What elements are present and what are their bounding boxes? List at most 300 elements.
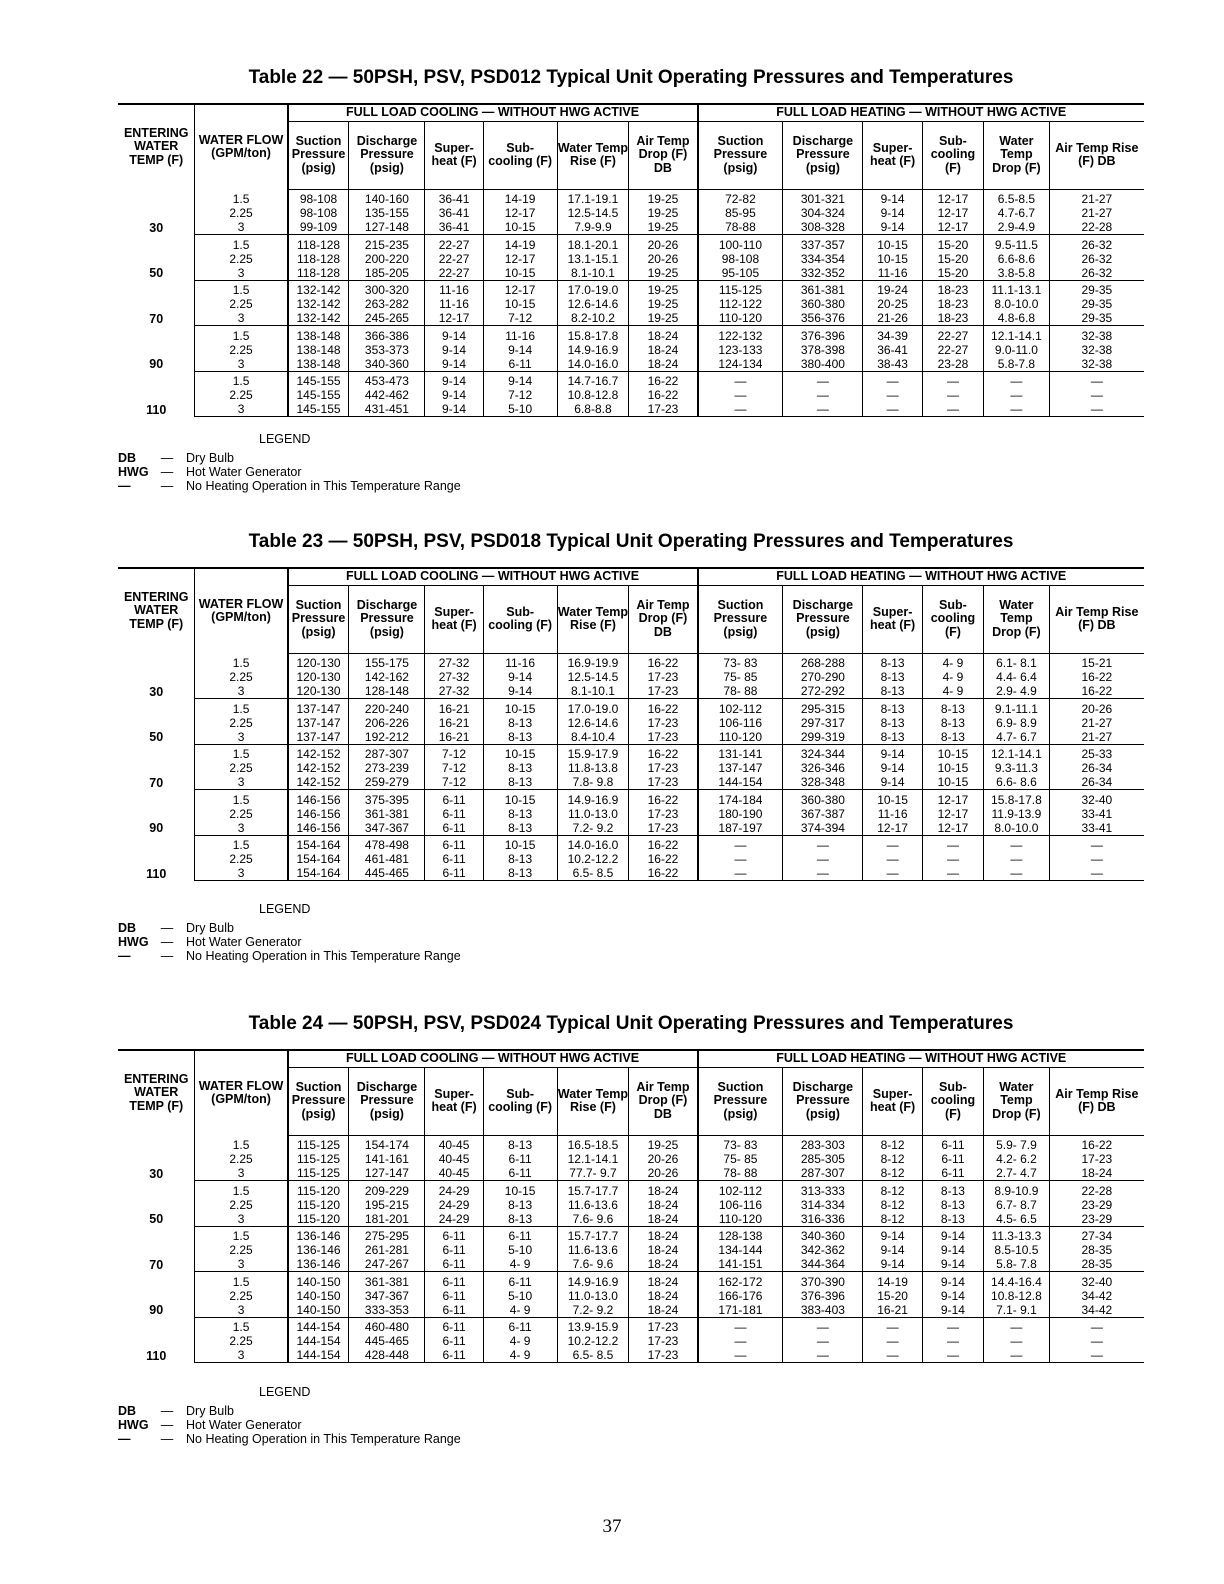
cell-heat-subcooling: — — [922, 1317, 983, 1334]
cell-cool-discharge: 287-307 — [349, 744, 425, 761]
legend-text: No Heating Operation in This Temperature Range — [186, 949, 461, 963]
entering-temp-cell: 50 — [149, 266, 164, 280]
cell-cool-discharge: 206-226 — [349, 716, 425, 730]
table-23 — [118, 531, 1144, 881]
cell-cool-air-drop: 16-22 — [629, 790, 698, 807]
cell-cool-suction: 118-128 — [288, 266, 349, 281]
cell-heat-discharge: 361-381 — [783, 280, 863, 297]
cell-cool-air-drop: 16-22 — [629, 866, 698, 881]
cell-cool-suction: 138-148 — [288, 343, 349, 357]
cell-heat-superheat: 9-14 — [863, 220, 922, 235]
table-row — [118, 266, 1144, 281]
cell-heat-air-rise: 33-41 — [1049, 821, 1144, 836]
cell-cool-subcooling: 8-13 — [483, 852, 557, 866]
table-row — [118, 1317, 1144, 1334]
cell-heat-subcooling: 8-13 — [922, 1181, 983, 1198]
cell-cool-water-rise: 13.9-15.9 — [557, 1317, 629, 1334]
entering-temp-cell: 30 — [149, 220, 164, 235]
cell-heat-water-drop: — — [984, 866, 1050, 881]
cell-heat-suction: — — [698, 371, 783, 388]
cell-cool-suction: 137-147 — [288, 730, 349, 745]
water-flow-header: WATER FLOW (GPM/ton) — [195, 104, 288, 189]
cell-heat-discharge: — — [783, 371, 863, 388]
entering-temp-cell: 90 — [149, 821, 164, 835]
cell-cool-subcooling: 4- 9 — [483, 1348, 557, 1363]
column-header-suction: Suction Pressure (psig) — [288, 1067, 349, 1135]
column-header-subcooling: Sub- cooling (F) — [922, 585, 983, 653]
cell-flow: 2.25 — [195, 388, 288, 402]
cell-heat-water-drop: 8.0-10.0 — [984, 297, 1050, 311]
cell-heat-air-rise: 20-26 — [1049, 699, 1144, 716]
entering-temp-cell: 70 — [149, 1257, 164, 1272]
cell-cool-water-rise: 12.6-14.6 — [557, 716, 629, 730]
cell-cool-suction: 146-156 — [288, 807, 349, 821]
legend-item — [118, 479, 461, 493]
cell-heat-air-rise: — — [1049, 1317, 1144, 1334]
cell-cool-air-drop: 19-25 — [629, 266, 698, 281]
cell-cool-subcooling: 8-13 — [483, 1198, 557, 1212]
cell-cool-suction: 118-128 — [288, 252, 349, 266]
cell-cool-discharge: 478-498 — [349, 835, 425, 852]
column-header-discharge: Discharge Pressure (psig) — [349, 1067, 425, 1135]
cell-heat-water-drop: — — [984, 402, 1050, 417]
cell-heat-discharge: 367-387 — [783, 807, 863, 821]
cell-heat-air-rise: 32-40 — [1049, 1272, 1144, 1289]
cell-heat-subcooling: 4- 9 — [922, 670, 983, 684]
cell-cool-discharge: 259-279 — [349, 775, 425, 790]
cell-cool-air-drop: 18-24 — [629, 1226, 698, 1243]
cell-heat-subcooling: 12-17 — [922, 807, 983, 821]
cell-flow: 2.25 — [195, 1198, 288, 1212]
cell-cool-discharge: 261-281 — [349, 1243, 425, 1257]
cell-heat-discharge: 344-364 — [783, 1257, 863, 1272]
cell-cool-air-drop: 17-23 — [629, 775, 698, 790]
cell-cool-discharge: 361-381 — [349, 807, 425, 821]
cell-cool-air-drop: 16-22 — [629, 371, 698, 388]
cell-heat-suction: — — [698, 1334, 783, 1348]
column-header-water-drop: Water Temp Drop (F) — [984, 121, 1050, 189]
cell-heat-suction: 171-181 — [698, 1303, 783, 1318]
cell-cool-subcooling: 4- 9 — [483, 1334, 557, 1348]
cell-heat-suction: 102-112 — [698, 699, 783, 716]
cell-cool-water-rise: 11.8-13.8 — [557, 761, 629, 775]
cell-heat-discharge: — — [783, 388, 863, 402]
legend-abbr: — — [118, 949, 131, 963]
cell-heat-water-drop: 7.1- 9.1 — [984, 1303, 1050, 1318]
cell-cool-air-drop: 19-25 — [629, 189, 698, 206]
cell-heat-subcooling: — — [922, 371, 983, 388]
cell-cool-suction: 138-148 — [288, 326, 349, 343]
cell-heat-suction: 112-122 — [698, 297, 783, 311]
cell-heat-air-rise: 23-29 — [1049, 1198, 1144, 1212]
cell-flow: 3 — [195, 866, 288, 881]
cell-cool-water-rise: 8.2-10.2 — [557, 311, 629, 326]
legend-item — [118, 921, 234, 935]
cell-heat-water-drop: — — [984, 388, 1050, 402]
cell-cool-water-rise: 15.9-17.9 — [557, 744, 629, 761]
cell-heat-superheat: 8-12 — [863, 1198, 922, 1212]
cell-flow: 3 — [195, 266, 288, 281]
table-row — [118, 326, 1144, 343]
cell-heat-discharge: 297-317 — [783, 716, 863, 730]
cell-flow: 1.5 — [195, 1226, 288, 1243]
cell-heat-suction: 78- 88 — [698, 684, 783, 699]
cell-heat-superheat: 9-14 — [863, 761, 922, 775]
cell-heat-superheat: — — [863, 1317, 922, 1334]
column-header-water-rise: Water Temp Rise (F) — [557, 121, 629, 189]
cell-cool-water-rise: 12.5-14.5 — [557, 206, 629, 220]
cell-cool-water-rise: 6.5- 8.5 — [557, 1348, 629, 1363]
table-row — [118, 388, 1144, 402]
cell-heat-discharge: 270-290 — [783, 670, 863, 684]
cell-heat-discharge: 299-319 — [783, 730, 863, 745]
legend-dash: — — [160, 1418, 174, 1432]
table-row — [118, 1289, 1144, 1303]
cell-cool-discharge: 128-148 — [349, 684, 425, 699]
cell-heat-air-rise: 15-21 — [1049, 653, 1144, 670]
cell-cool-subcooling: 8-13 — [483, 761, 557, 775]
legend-item — [118, 1404, 234, 1418]
cell-heat-subcooling: 12-17 — [922, 206, 983, 220]
column-header-suction: Suction Pressure (psig) — [698, 121, 783, 189]
cell-heat-suction: — — [698, 1348, 783, 1363]
cell-cool-air-drop: 17-23 — [629, 1317, 698, 1334]
table-row — [118, 730, 1144, 745]
cell-cool-superheat: 36-41 — [425, 189, 483, 206]
cell-heat-subcooling: 12-17 — [922, 220, 983, 235]
column-header-subcooling: Sub- cooling (F) — [922, 121, 983, 189]
column-header-subcooling: Sub- cooling (F) — [922, 1067, 983, 1135]
cell-heat-air-rise: 29-35 — [1049, 280, 1144, 297]
cell-heat-superheat: 8-12 — [863, 1152, 922, 1166]
cell-flow: 3 — [195, 1257, 288, 1272]
cell-heat-discharge: 295-315 — [783, 699, 863, 716]
table-row — [118, 1348, 1144, 1363]
cell-heat-subcooling: — — [922, 402, 983, 417]
cell-heat-superheat: 10-15 — [863, 252, 922, 266]
cell-cool-water-rise: 7.6- 9.6 — [557, 1257, 629, 1272]
cell-heat-water-drop: 4.4- 6.4 — [984, 670, 1050, 684]
cell-heat-subcooling: 4- 9 — [922, 653, 983, 670]
table-row — [118, 1257, 1144, 1272]
cell-heat-air-rise: — — [1049, 866, 1144, 881]
cell-heat-suction: 110-120 — [698, 1212, 783, 1227]
cell-cool-air-drop: 17-23 — [629, 807, 698, 821]
cell-heat-air-rise: 29-35 — [1049, 311, 1144, 326]
cell-heat-water-drop: 4.7- 6.7 — [984, 730, 1050, 745]
cell-heat-water-drop: 4.2- 6.2 — [984, 1152, 1050, 1166]
table-row — [118, 866, 1144, 881]
cell-heat-suction: — — [698, 388, 783, 402]
cell-heat-subcooling: — — [922, 1334, 983, 1348]
cell-heat-discharge: 324-344 — [783, 744, 863, 761]
cell-heat-air-rise: 34-42 — [1049, 1303, 1144, 1318]
table-row — [118, 1212, 1144, 1227]
cell-cool-air-drop: 18-24 — [629, 343, 698, 357]
cell-flow: 2.25 — [195, 670, 288, 684]
cell-heat-superheat: 9-14 — [863, 189, 922, 206]
cell-heat-subcooling: — — [922, 388, 983, 402]
cell-heat-air-rise: 32-38 — [1049, 357, 1144, 372]
cell-cool-subcooling: 10-15 — [483, 790, 557, 807]
cell-cool-water-rise: 15.7-17.7 — [557, 1181, 629, 1198]
cell-flow: 2.25 — [195, 206, 288, 220]
cell-cool-air-drop: 18-24 — [629, 1272, 698, 1289]
cell-heat-water-drop: 8.9-10.9 — [984, 1181, 1050, 1198]
cell-heat-air-rise: 21-27 — [1049, 189, 1144, 206]
cell-heat-discharge: 304-324 — [783, 206, 863, 220]
table-row — [118, 357, 1144, 372]
cell-cool-superheat: 6-11 — [425, 807, 483, 821]
cell-cool-air-drop: 17-23 — [629, 1348, 698, 1363]
cell-heat-discharge: 340-360 — [783, 1226, 863, 1243]
cell-cool-superheat: 9-14 — [425, 326, 483, 343]
cell-heat-suction: 102-112 — [698, 1181, 783, 1198]
cell-cool-suction: 132-142 — [288, 311, 349, 326]
cell-heat-suction: 115-125 — [698, 280, 783, 297]
column-header-water-rise: Water Temp Rise (F) — [557, 1067, 629, 1135]
cell-heat-air-rise: 23-29 — [1049, 1212, 1144, 1227]
heating-group-header: FULL LOAD HEATING — WITHOUT HWG ACTIVE — [698, 568, 1144, 585]
legend-item — [118, 949, 461, 963]
cell-flow: 1.5 — [195, 189, 288, 206]
table-title: Table 24 — 50PSH, PSV, PSD024 Typical Unit Operating Pressures and Temperatures — [248, 1013, 1014, 1034]
cell-cool-discharge: 141-161 — [349, 1152, 425, 1166]
cell-heat-superheat: 9-14 — [863, 1257, 922, 1272]
cell-heat-suction: 122-132 — [698, 326, 783, 343]
cell-heat-superheat: 34-39 — [863, 326, 922, 343]
column-header-superheat: Super- heat (F) — [863, 1067, 922, 1135]
cell-flow: 1.5 — [195, 1317, 288, 1334]
cell-cool-subcooling: 10-15 — [483, 297, 557, 311]
cell-cool-subcooling: 9-14 — [483, 670, 557, 684]
legend-text: No Heating Operation in This Temperature Range — [186, 479, 461, 493]
cell-heat-water-drop: 6.5-8.5 — [984, 189, 1050, 206]
legend-item — [118, 451, 234, 465]
cell-heat-air-rise: — — [1049, 1348, 1144, 1363]
table-row — [118, 235, 1144, 252]
entering-temp-cell: 110 — [146, 1348, 167, 1363]
cell-heat-suction: 75- 85 — [698, 1152, 783, 1166]
cell-cool-air-drop: 16-22 — [629, 388, 698, 402]
cell-cool-superheat: 24-29 — [425, 1181, 483, 1198]
cell-cool-air-drop: 18-24 — [629, 1198, 698, 1212]
cell-cool-subcooling: 6-11 — [483, 1166, 557, 1181]
cell-heat-discharge: 360-380 — [783, 790, 863, 807]
cell-heat-air-rise: 17-23 — [1049, 1152, 1144, 1166]
cell-heat-subcooling: 8-13 — [922, 730, 983, 745]
cell-heat-subcooling: 22-27 — [922, 326, 983, 343]
legend-text: Hot Water Generator — [186, 1418, 302, 1432]
cell-heat-discharge: 380-400 — [783, 357, 863, 372]
cell-heat-air-rise: 32-38 — [1049, 343, 1144, 357]
table-24 — [118, 1013, 1144, 1363]
legend-abbr: HWG — [118, 1418, 149, 1432]
cell-heat-discharge: 356-376 — [783, 311, 863, 326]
entering-temp-cell: 90 — [149, 357, 164, 371]
cell-heat-air-rise: 18-24 — [1049, 1166, 1144, 1181]
cell-heat-suction: 85-95 — [698, 206, 783, 220]
cell-heat-suction: 95-105 — [698, 266, 783, 281]
cell-cool-suction: 142-152 — [288, 744, 349, 761]
cell-heat-superheat: 8-12 — [863, 1181, 922, 1198]
cell-cool-subcooling: 6-11 — [483, 1152, 557, 1166]
cell-cool-discharge: 209-229 — [349, 1181, 425, 1198]
cell-flow: 3 — [195, 1212, 288, 1227]
cell-flow: 3 — [195, 220, 288, 235]
cell-heat-subcooling: 10-15 — [922, 744, 983, 761]
cell-cool-water-rise: 10.2-12.2 — [557, 852, 629, 866]
cell-heat-superheat: 8-12 — [863, 1135, 922, 1152]
cell-cool-superheat: 11-16 — [425, 297, 483, 311]
table-row — [118, 699, 1144, 716]
cell-heat-discharge: 376-396 — [783, 326, 863, 343]
cell-heat-subcooling: 10-15 — [922, 775, 983, 790]
cell-cool-subcooling: 9-14 — [483, 343, 557, 357]
cell-heat-superheat: 10-15 — [863, 790, 922, 807]
cell-heat-suction: 78-88 — [698, 220, 783, 235]
cell-heat-suction: 174-184 — [698, 790, 783, 807]
cell-cool-discharge: 154-174 — [349, 1135, 425, 1152]
cell-cool-subcooling: 11-16 — [483, 653, 557, 670]
cell-cool-discharge: 333-353 — [349, 1303, 425, 1318]
cell-cool-superheat: 36-41 — [425, 220, 483, 235]
cell-cool-air-drop: 20-26 — [629, 252, 698, 266]
cell-heat-suction: 106-116 — [698, 1198, 783, 1212]
cell-cool-superheat: 6-11 — [425, 1334, 483, 1348]
entering-temp-cell: 110 — [146, 402, 167, 417]
cell-flow: 2.25 — [195, 297, 288, 311]
cell-heat-superheat: — — [863, 1334, 922, 1348]
cell-heat-discharge: 370-390 — [783, 1272, 863, 1289]
cell-heat-water-drop: 9.5-11.5 — [984, 235, 1050, 252]
cell-heat-superheat: 19-24 — [863, 280, 922, 297]
cell-cool-superheat: 16-21 — [425, 699, 483, 716]
table-row — [118, 790, 1144, 807]
cell-cool-water-rise: 8.4-10.4 — [557, 730, 629, 745]
cell-heat-suction: 73- 83 — [698, 1135, 783, 1152]
cell-cool-subcooling: 14-19 — [483, 235, 557, 252]
cell-flow: 3 — [195, 730, 288, 745]
cell-cool-discharge: 461-481 — [349, 852, 425, 866]
cell-heat-air-rise: 26-32 — [1049, 252, 1144, 266]
cell-heat-discharge: — — [783, 866, 863, 881]
cell-cool-discharge: 340-360 — [349, 357, 425, 372]
cell-heat-superheat: — — [863, 371, 922, 388]
cell-cool-suction: 137-147 — [288, 716, 349, 730]
cell-heat-suction: — — [698, 852, 783, 866]
column-header-suction: Suction Pressure (psig) — [288, 585, 349, 653]
water-flow-header: WATER FLOW (GPM/ton) — [195, 568, 288, 653]
operating-table — [118, 567, 1144, 881]
column-header-air-drop: Air Temp Drop (F) DB — [629, 1067, 698, 1135]
cell-flow: 1.5 — [195, 235, 288, 252]
cell-cool-superheat: 16-21 — [425, 716, 483, 730]
cell-heat-air-rise: 27-34 — [1049, 1226, 1144, 1243]
cell-heat-subcooling: 8-13 — [922, 716, 983, 730]
cell-heat-subcooling: 4- 9 — [922, 684, 983, 699]
cell-cool-suction: 154-164 — [288, 835, 349, 852]
cell-cool-air-drop: 18-24 — [629, 1257, 698, 1272]
cell-cool-suction: 98-108 — [288, 206, 349, 220]
cell-cool-water-rise: 12.6-14.6 — [557, 297, 629, 311]
cell-heat-superheat: 16-21 — [863, 1303, 922, 1318]
cell-heat-water-drop: 6.9- 8.9 — [984, 716, 1050, 730]
cell-cool-air-drop: 17-23 — [629, 684, 698, 699]
cell-flow: 2.25 — [195, 807, 288, 821]
cell-cool-air-drop: 20-26 — [629, 1152, 698, 1166]
cell-heat-discharge: — — [783, 1348, 863, 1363]
cell-heat-air-rise: 29-35 — [1049, 297, 1144, 311]
cell-heat-superheat: — — [863, 866, 922, 881]
cell-heat-water-drop: 14.4-16.4 — [984, 1272, 1050, 1289]
column-header-discharge: Discharge Pressure (psig) — [783, 1067, 863, 1135]
cell-heat-superheat: 8-13 — [863, 699, 922, 716]
cell-cool-superheat: 6-11 — [425, 1348, 483, 1363]
table-row — [118, 1226, 1144, 1243]
cell-flow: 2.25 — [195, 761, 288, 775]
cell-cool-water-rise: 6.8-8.8 — [557, 402, 629, 417]
cell-cool-air-drop: 16-22 — [629, 852, 698, 866]
cell-cool-subcooling: 4- 9 — [483, 1303, 557, 1318]
cell-heat-water-drop: 2.7- 4.7 — [984, 1166, 1050, 1181]
cell-cool-suction: 115-125 — [288, 1166, 349, 1181]
table-row — [118, 653, 1144, 670]
cell-heat-discharge: — — [783, 1334, 863, 1348]
cell-flow: 3 — [195, 821, 288, 836]
cell-heat-water-drop: 11.3-13.3 — [984, 1226, 1050, 1243]
cell-heat-subcooling: — — [922, 1348, 983, 1363]
cell-cool-subcooling: 10-15 — [483, 1181, 557, 1198]
cell-cool-suction: 145-155 — [288, 371, 349, 388]
column-header-water-drop: Water Temp Drop (F) — [984, 585, 1050, 653]
table-row — [118, 252, 1144, 266]
cell-heat-suction: 98-108 — [698, 252, 783, 266]
cell-cool-superheat: 6-11 — [425, 1289, 483, 1303]
cell-heat-water-drop: — — [984, 852, 1050, 866]
cell-flow: 2.25 — [195, 1243, 288, 1257]
cell-heat-air-rise: — — [1049, 388, 1144, 402]
cell-heat-discharge: 374-394 — [783, 821, 863, 836]
cell-flow: 3 — [195, 684, 288, 699]
cell-cool-subcooling: 6-11 — [483, 1272, 557, 1289]
cell-flow: 2.25 — [195, 716, 288, 730]
cell-heat-air-rise: — — [1049, 835, 1144, 852]
cell-cool-subcooling: 6-11 — [483, 1317, 557, 1334]
cell-cool-suction: 142-152 — [288, 761, 349, 775]
cell-heat-air-rise: — — [1049, 1334, 1144, 1348]
cell-cool-suction: 140-150 — [288, 1272, 349, 1289]
table-row — [118, 1166, 1144, 1181]
cell-heat-superheat: 36-41 — [863, 343, 922, 357]
legend-title: LEGEND — [259, 1385, 311, 1399]
table-row — [118, 1135, 1144, 1152]
cell-cool-discharge: 375-395 — [349, 790, 425, 807]
cell-cool-suction: 136-146 — [288, 1257, 349, 1272]
heating-group-header: FULL LOAD HEATING — WITHOUT HWG ACTIVE — [698, 104, 1144, 121]
cell-cool-water-rise: 16.9-19.9 — [557, 653, 629, 670]
column-header-air-rise: Air Temp Rise (F) DB — [1049, 121, 1144, 189]
cell-heat-discharge: 337-357 — [783, 235, 863, 252]
cell-heat-superheat: 8-12 — [863, 1212, 922, 1227]
cell-cool-discharge: 366-386 — [349, 326, 425, 343]
cell-cool-discharge: 127-147 — [349, 1166, 425, 1181]
cell-heat-water-drop: 6.1- 8.1 — [984, 653, 1050, 670]
column-header-suction: Suction Pressure (psig) — [288, 121, 349, 189]
table-row — [118, 343, 1144, 357]
cell-cool-subcooling: 6-11 — [483, 357, 557, 372]
cell-heat-discharge: 285-305 — [783, 1152, 863, 1166]
